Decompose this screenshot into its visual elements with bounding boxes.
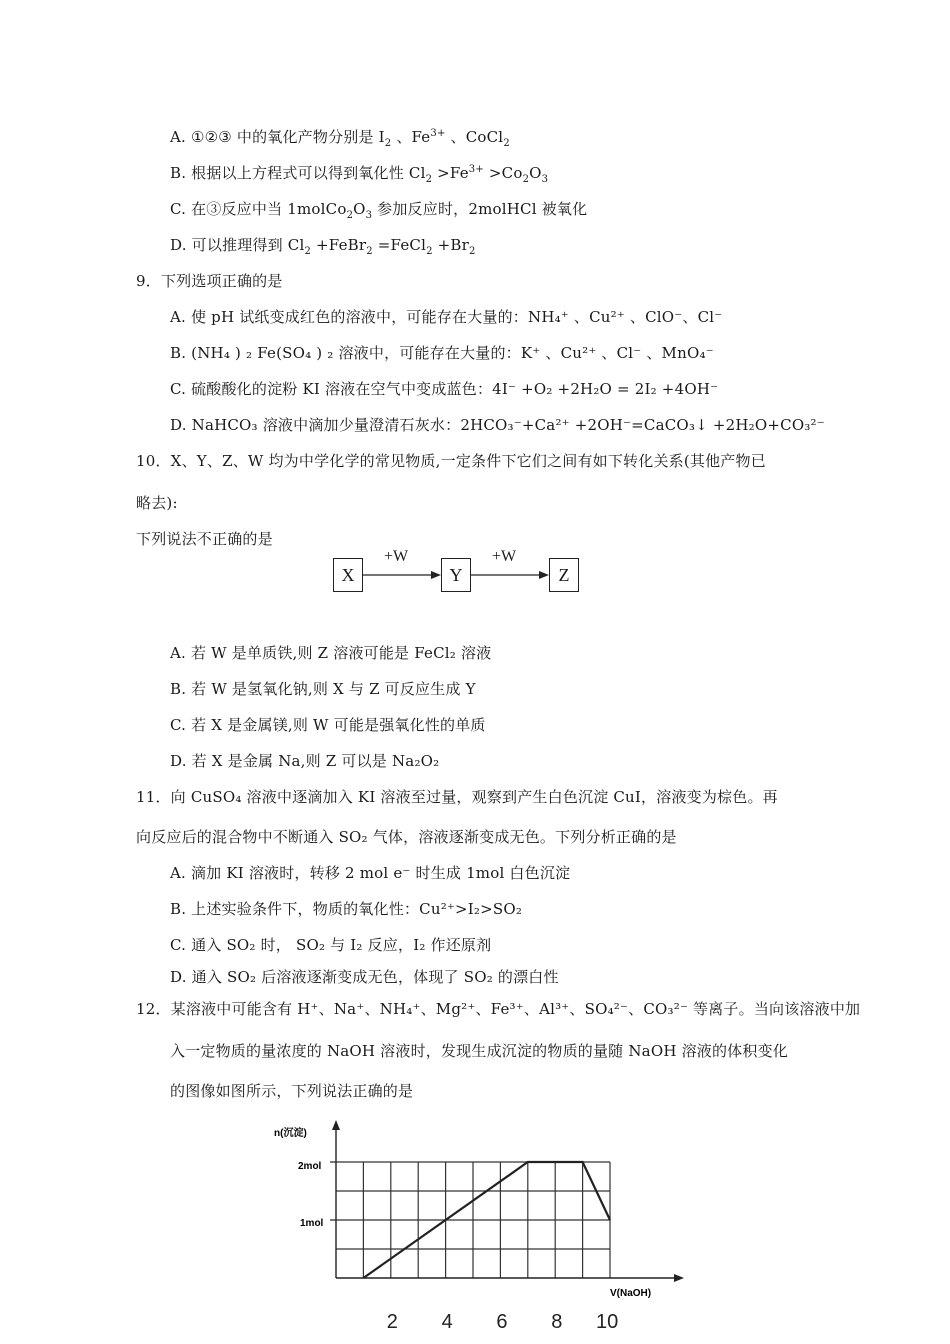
q10-stem-line3: 下列说法不正确的是 bbox=[136, 530, 273, 548]
x-axis-label: V(NaOH) bbox=[610, 1288, 652, 1299]
q11-option-d: D. 通入 SO₂ 后溶液逐渐变成无色，体现了 SO₂ 的漂白性 bbox=[170, 968, 559, 986]
q12-stem-line1: 12．某溶液中可能含有 H⁺、Na⁺、NH₄⁺、Mg²⁺、Fe³⁺、Al³⁺、SO₄²⁻、CO₃²⁻ 等离子。当向该溶液中加 bbox=[136, 1000, 861, 1018]
q8-option-d: D. 可以推理得到 $Cl_2$ +FeBr$_2$ =FeCl$_2$ $+Br_2$ bbox=[170, 236, 476, 257]
q11-stem-line2: 向反应后的混合物中不断通入 SO₂ 气体，溶液逐渐变成无色。下列分析正确的是 bbox=[136, 828, 677, 846]
q8-option-c: C. 在③反应中当 $1molCo_2O_3$ 参加反应时，2molHCl 被氧化 bbox=[170, 200, 588, 221]
q10-option-a: A. 若 W 是单质铁,则 Z 溶液可能是 FeCl₂ 溶液 bbox=[170, 644, 492, 662]
x-axis-arrowhead bbox=[674, 1274, 684, 1282]
q8-option-a: A. ①②③ 中的氧化产物分别是 $I_2$ 、$Fe^{3+}$ 、CoCl$_2$ bbox=[170, 128, 510, 149]
arrow2-label: +W bbox=[492, 548, 517, 565]
x-tick-label: 10 bbox=[596, 1311, 619, 1333]
x-tick-label: 6 bbox=[496, 1311, 508, 1333]
q10-stem-line2: 略去): bbox=[136, 494, 178, 512]
precipitate-chart bbox=[270, 1118, 690, 1340]
q11-option-a: A. 滴加 KI 溶液时，转移 2 mol e⁻ 时生成 1mol 白色沉淀 bbox=[170, 864, 571, 882]
x-tick-label: 4 bbox=[441, 1311, 453, 1333]
q10-option-d: D. 若 X 是金属 Na,则 Z 可以是 Na₂O₂ bbox=[170, 752, 440, 770]
q11-option-b: B. 上述实验条件下，物质的氧化性：Cu²⁺>I₂>SO₂ bbox=[170, 900, 523, 918]
arrow1-head bbox=[431, 571, 441, 579]
box-z: Z bbox=[549, 558, 579, 592]
x-tick-labels bbox=[387, 1311, 618, 1333]
q10-option-c: C. 若 X 是金属镁,则 W 可能是强氧化性的单质 bbox=[170, 716, 486, 734]
q9-option-b: B. (NH₄ ) ₂ Fe(SO₄ ) ₂ 溶液中，可能存在大量的：K⁺ 、Cu²⁺ 、Cl⁻ 、MnO₄⁻ bbox=[170, 344, 714, 362]
x-tick-label: 2 bbox=[386, 1311, 398, 1333]
y-tick-label-1mol: 1mol bbox=[300, 1218, 324, 1229]
y-axis-label: n(沉淀) bbox=[274, 1128, 307, 1139]
arrow2-head bbox=[539, 571, 549, 579]
q11-option-c: C. 通入 SO₂ 时， SO₂ 与 I₂ 反应，I₂ 作还原剂 bbox=[170, 936, 492, 954]
q12-stem-line3: 的图像如图所示，下列说法正确的是 bbox=[170, 1082, 414, 1100]
q9-option-c: C. 硫酸酸化的淀粉 KI 溶液在空气中变成蓝色：4I⁻ +O₂ +2H₂O = 2I₂ +4OH⁻ bbox=[170, 380, 719, 398]
arrow1-label: +W bbox=[384, 548, 409, 565]
q9-stem: 9．下列选项正确的是 bbox=[136, 272, 283, 290]
q10-stem-line1: 10．X、Y、Z、W 均为中学化学的常见物质,一定条件下它们之间有如下转化关系(其他产物已 bbox=[136, 452, 766, 470]
box-x: X bbox=[333, 558, 363, 592]
y-tick-label-2mol: 2mol bbox=[298, 1161, 322, 1172]
q12-stem-line2: 入一定物质的量浓度的 NaOH 溶液时，发现生成沉淀的物质的量随 NaOH 溶液的体积变化 bbox=[170, 1042, 788, 1060]
q9-option-a: A. 使 pH 试纸变成红色的溶液中，可能存在大量的：NH₄⁺ 、Cu²⁺ 、ClO⁻、Cl⁻ bbox=[170, 308, 723, 326]
box-y: Y bbox=[441, 558, 471, 592]
q11-stem-line1: 11．向 CuSO₄ 溶液中逐滴加入 KI 溶液至过量，观察到产生白色沉淀 CuI，溶液变为棕色。再 bbox=[136, 788, 778, 806]
y-axis-arrowhead bbox=[332, 1120, 340, 1130]
x-tick-label: 8 bbox=[551, 1311, 563, 1333]
q8-option-b: B. 根据以上方程式可以得到氧化性 $Cl_2 >Fe^{3+} >Co_2O_3$ bbox=[170, 164, 549, 185]
q9-option-d: D. NaHCO₃ 溶液中滴加少量澄清石灰水：2HCO₃⁻+Ca²⁺ +2OH⁻=CaCO₃↓ +2H₂O+CO₃²⁻ bbox=[170, 416, 825, 434]
chart-grid bbox=[330, 1162, 610, 1278]
q10-option-b: B. 若 W 是氢氧化钠,则 X 与 Z 可反应生成 Y bbox=[170, 680, 476, 698]
